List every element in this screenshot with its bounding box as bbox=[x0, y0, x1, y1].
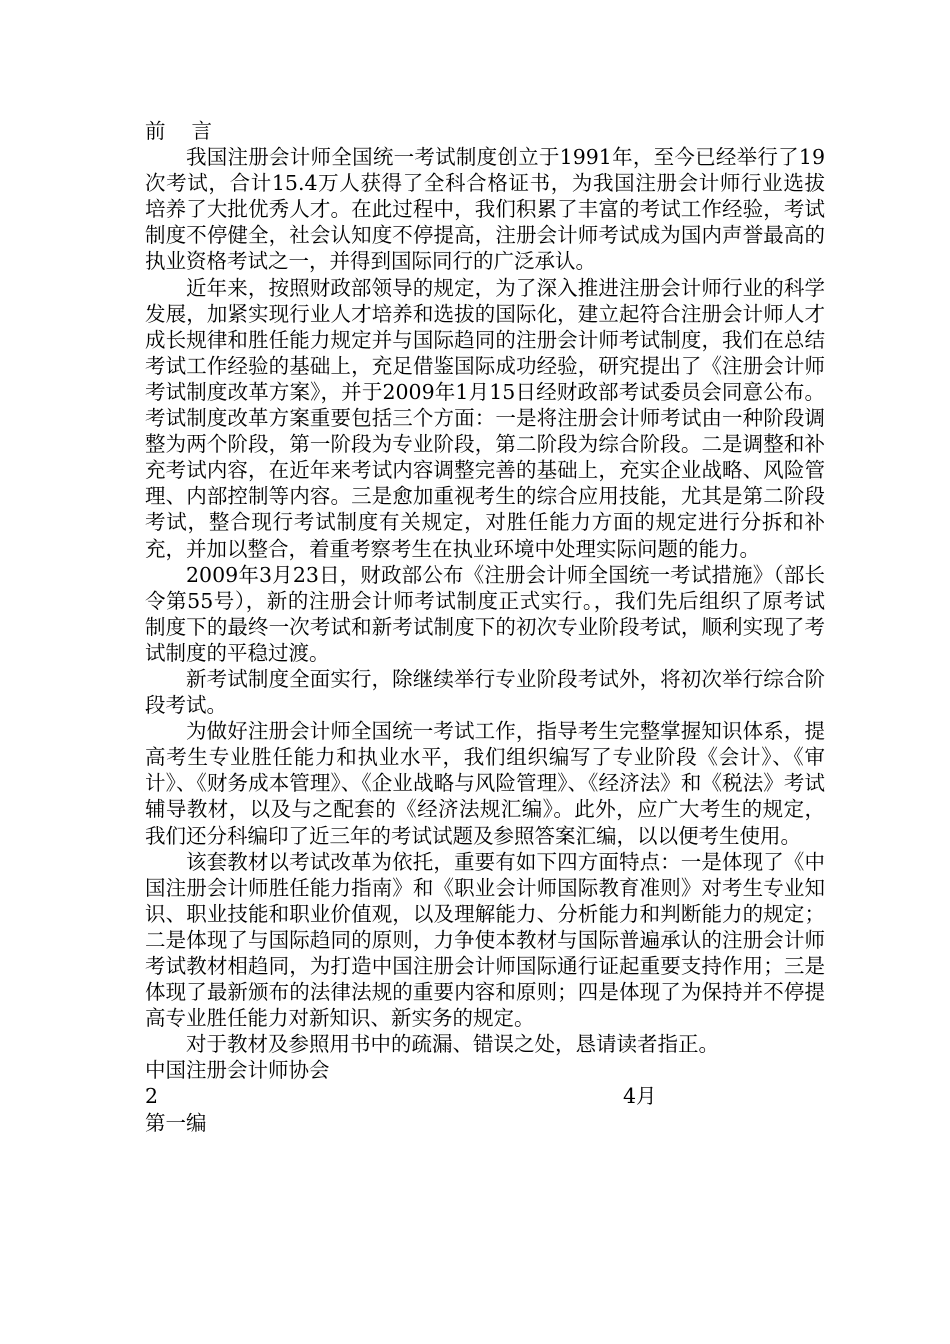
next-part-heading: 第一编 bbox=[145, 1110, 207, 1135]
paragraph: 为做好注册会计师全国统一考试工作，指导考生完整掌握知识体系，提高考生专业胜任能力和执业水平，我们组织编写了专业阶段《会计》、《审计》、《财务成本管理》、《企业战略与风险管理》、《经济法》和《税法》考试辅导教材，以及与之配套的《经济法规汇编》。此外，应广大考生的规定，我们还分科编印了近三年的考试试题及参照答案汇编，以以便考生使用。 bbox=[145, 719, 825, 848]
paragraph: 近年来，按照财政部领导的规定，为了深入推进注册会计师行业的科学发展，加紧实现行业人才培养和选拔的国际化，建立起符合注册会计师人才成长规律和胜任能力规定并与国际趋同的注册会计师考试制度，我们在总结考试工作经验的基础上，充足借鉴国际成功经验，研究提出了《注册会计师考试制度改革方案》，并于2009年1月15日经财政部考试委员会同意公布。考试制度改革方案重要包括三个方面：一是将注册会计师考试由一种阶段调整为两个阶段，第一阶段为专业阶段，第二阶段为综合阶段。二是调整和补充考试内容，在近年来考试内容调整完善的基础上，充实企业战略、风险管理、内部控制等内容。三是愈加重视考生的综合应用技能，尤其是第二阶段考试，整合现行考试制度有关规定，对胜任能力方面的规定进行分拆和补充，并加以整合，着重考察考生在执业环境中处理实际问题的能力。 bbox=[145, 275, 825, 561]
date-line bbox=[145, 1083, 825, 1109]
date-month: 4月 bbox=[623, 1084, 657, 1109]
preface-heading: 前言 bbox=[145, 119, 238, 143]
paragraph: 我国注册会计师全国统一考试制度创立于1991年，至今已经举行了19次考试，合计15.4万人获得了全科合格证书，为我国注册会计师行业选拔培养了大批优秀人才。在此过程中，我们积累了丰富的考试工作经验，考试制度不停健全，社会认知度不停提高，注册会计师考试成为国内声誉最高的执业资格考试之一，并得到国际同行的广泛承认。 bbox=[145, 145, 825, 274]
document-body bbox=[145, 118, 825, 1136]
paragraph: 对于教材及参照用书中的疏漏、错误之处，恳请读者指正。 bbox=[186, 1032, 719, 1057]
paragraph: 新考试制度全面实行，除继续举行专业阶段考试外，将初次举行综合阶段考试。 bbox=[145, 666, 825, 718]
signature-organization: 中国注册会计师协会 bbox=[145, 1058, 330, 1083]
paragraph: 2009年3月23日，财政部公布《注册会计师全国统一考试措施》（部长令第55号），新的注册会计师考试制度正式实行。，我们先后组织了原考试制度下的最终一次考试和新考试制度下的初次专业阶段考试，顺利实现了考试制度的平稳过渡。 bbox=[145, 562, 825, 665]
paragraph: 该套教材以考试改革为依托，重要有如下四方面特点：一是体现了《中国注册会计师胜任能力指南》和《职业会计师国际教育准则》对考生专业知识、职业技能和职业价值观，以及理解能力、分析能力和判断能力的规定；二是体现了与国际趋同的原则，力争使本教材与国际普遍承认的注册会计师考试教材相趋同，为打造中国注册会计师国际通行证起重要支持作用；三是体现了最新颁布的法律法规的重要内容和原则；四是体现了为保持并不停提高专业胜任能力对新知识、新实务的规定。 bbox=[145, 849, 825, 1031]
date-year: 2 bbox=[145, 1084, 159, 1109]
